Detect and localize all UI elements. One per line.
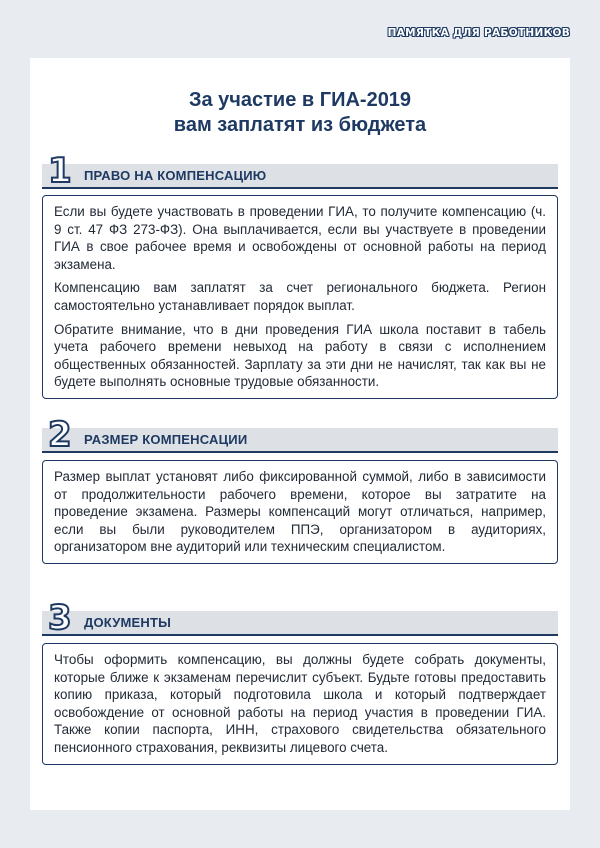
document-card [30,58,570,810]
section-1-number: 1 [48,151,72,191]
section-2-paragraph: Размер выплат установят либо фиксированной суммой, либо в зависимости от продолжительности рабочего времени, которое вы затратите на проведение экзамена. Размеры компенсаций могут отличаться, например, если вы были руководителем ППЭ, организатором в аудиториях, организатором вне аудиторий или техническим специалистом. [54,469,546,555]
title-line-1: За участие в ГИА-2019 [188,89,412,111]
section-1-paragraph: Обратите внимание, что в дни проведения ГИА школа поставит в табель учета рабочего времени невыход на работу в связи с исполнением общественных обязанностей. Зарплату за эти дни не начислят, так как вы не будете выполнять основные трудовые обязанности. [54,321,546,390]
section-1-title: ПРАВО НА КОМПЕНСАЦИЮ [84,168,267,183]
section-3-title: ДОКУМЕНТЫ [84,615,172,630]
header-label: ПАМЯТКА ДЛЯ РАБОТНИКОВ [387,27,570,39]
section-3-box [42,643,558,765]
section-3-header [42,598,558,638]
page-title [30,88,570,138]
section-2-number: 2 [48,415,72,455]
section-2-box [42,460,558,564]
section-2-header [42,415,558,455]
section-2-title: РАЗМЕР КОМПЕНСАЦИИ [84,432,248,447]
section-1-paragraph: Если вы будете участвовать в проведении ГИА, то получите компенсацию (ч. 9 ст. 47 ФЗ 273-ФЗ). Она выплачивается, если вы участвуете в проведении ГИА в свое рабочее время и освобождены от основной работы на период экзамена. [54,204,546,272]
section-3-number: 3 [48,598,72,638]
section-1-paragraph: Компенсацию вам заплатят за счет регионального бюджета. Регион самостоятельно устанавливает порядок выплат. [54,280,546,313]
section-3-paragraph: Чтобы оформить компенсацию, вы должны будете собрать документы, которые ближе к экзаменам перечислит субъект. Будьте готовы предоставить копию приказа, который подготовила школа и который подтверждает освобождение от основной работы на период участия в проведении ГИА. Также копии паспорта, ИНН, страхового свидетельства обязательного пенсионного страхования, реквизиты лицевого счета. [54,652,546,755]
section-1-header [42,151,558,191]
section-1-box [42,195,558,399]
title-line-2: вам заплатят из бюджета [173,114,427,136]
